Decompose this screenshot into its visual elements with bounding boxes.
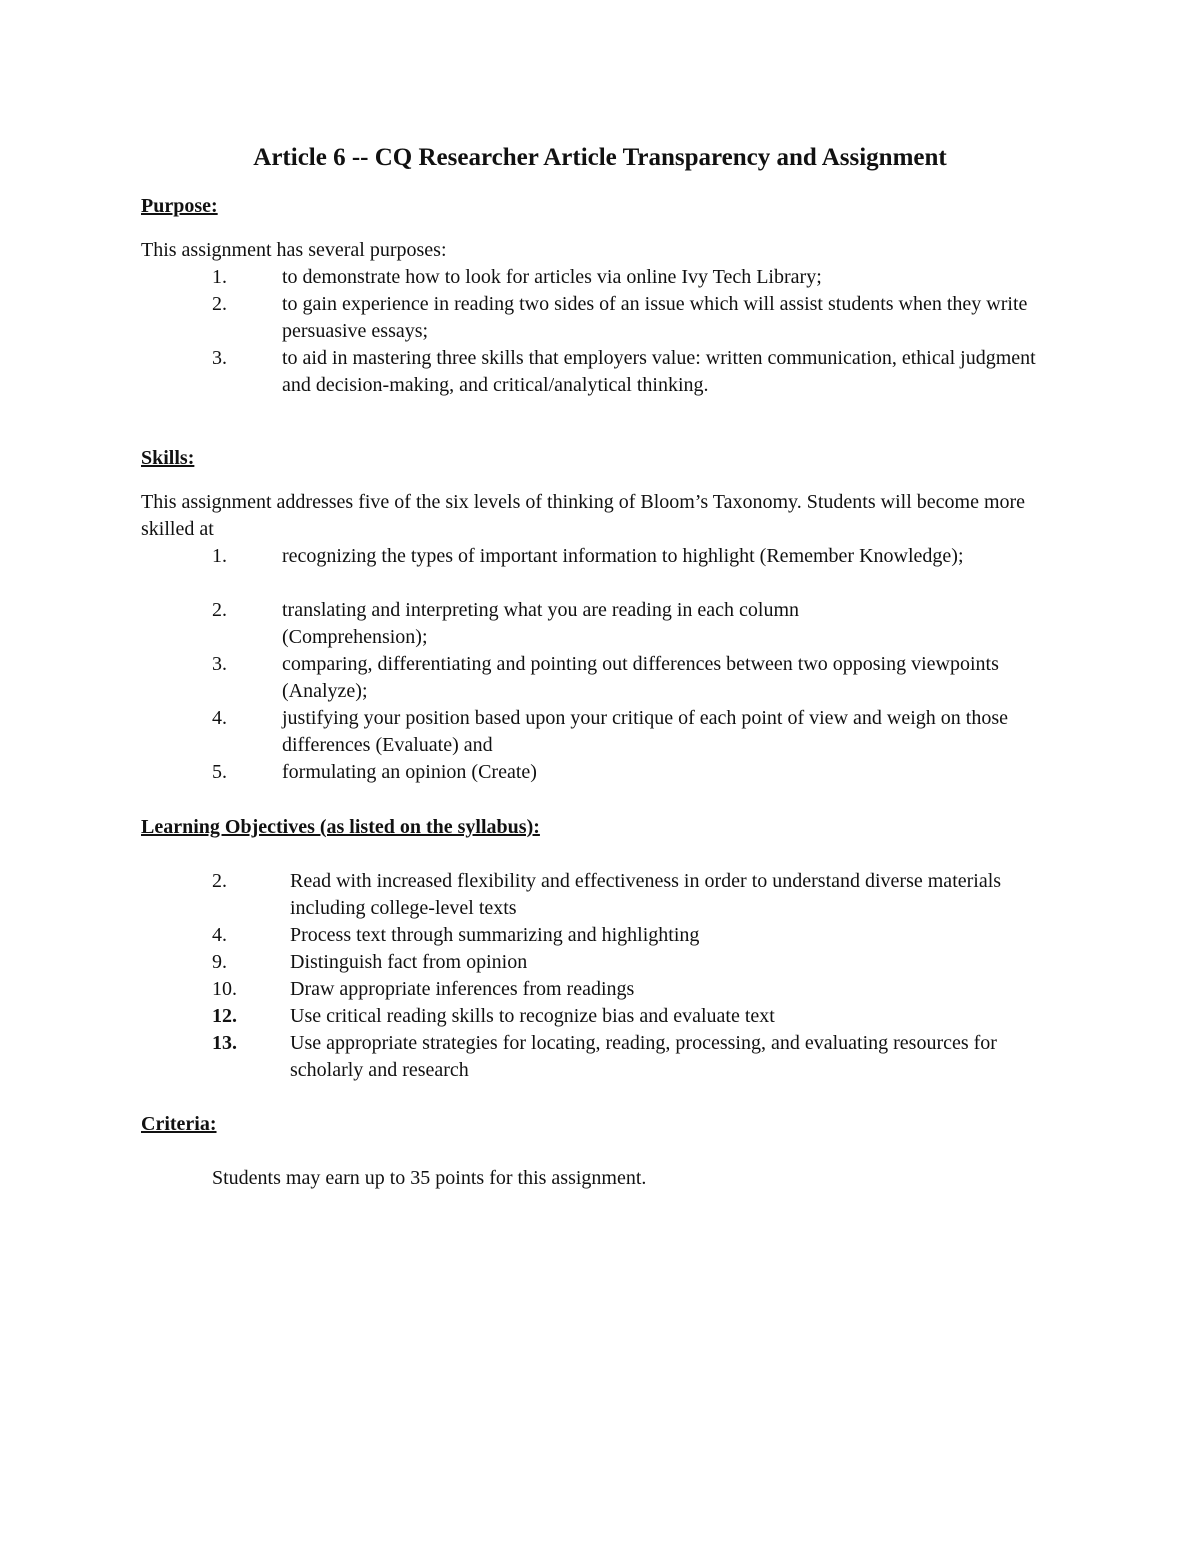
purpose-heading: Purpose: <box>141 195 218 217</box>
skills-item-text: comparing, differentiating and pointing out differences between two opposing viewpoints (Analyze); <box>282 653 999 702</box>
skills-item-number: 2. <box>212 599 227 621</box>
purpose-item-text: to gain experience in reading two sides of an issue which will assist students when they write persuasive essays; <box>282 293 1028 342</box>
purpose-intro: This assignment has several purposes: <box>141 239 447 261</box>
objective-text: Distinguish fact from opinion <box>290 951 528 973</box>
objective-number: 2. <box>212 870 227 892</box>
criteria-heading: Criteria: <box>141 1113 217 1135</box>
page-title: Article 6 -- CQ Researcher Article Transparency and Assignment <box>253 144 947 171</box>
skills-item-number: 5. <box>212 761 227 783</box>
objective-text: Draw appropriate inferences from readings <box>290 978 635 1000</box>
skills-item-number: 4. <box>212 707 227 729</box>
objective-text: Use critical reading skills to recognize bias and evaluate text <box>290 1005 775 1027</box>
skills-item-number: 3. <box>212 653 227 675</box>
objective-number: 13. <box>212 1032 237 1054</box>
objective-text: Use appropriate strategies for locating, reading, processing, and evaluating resources for scholarly and research <box>290 1032 997 1081</box>
objectives-heading: Learning Objectives (as listed on the syllabus): <box>141 816 540 838</box>
purpose-item-text: to aid in mastering three skills that employers value: written communication, ethical judgment and decision-making, and critical/analytical thinking. <box>282 347 1036 396</box>
skills-item-text: translating and interpreting what you are reading in each column (Comprehension); <box>282 599 800 648</box>
skills-intro: This assignment addresses five of the six levels of thinking of Bloom’s Taxonomy. Students will become more skilled at <box>141 491 1026 540</box>
objective-number: 4. <box>212 924 227 946</box>
objective-text: Read with increased flexibility and effectiveness in order to understand diverse materials including college-level texts <box>290 870 1002 919</box>
purpose-item-text: to demonstrate how to look for articles via online Ivy Tech Library; <box>282 266 822 288</box>
skills-item-number: 1. <box>212 545 227 567</box>
objective-number: 12. <box>212 1005 237 1027</box>
skills-heading: Skills: <box>141 447 195 469</box>
objective-text: Process text through summarizing and highlighting <box>290 924 700 946</box>
criteria-text: Students may earn up to 35 points for this assignment. <box>212 1167 647 1189</box>
skills-item-text: formulating an opinion (Create) <box>282 761 537 783</box>
purpose-item-number: 1. <box>212 266 227 288</box>
objective-number: 9. <box>212 951 227 973</box>
purpose-item-number: 3. <box>212 347 227 369</box>
objective-number: 10. <box>212 978 237 1000</box>
skills-item-text: justifying your position based upon your critique of each point of view and weigh on those differences (Evaluate) and <box>282 707 1008 756</box>
skills-item-text: recognizing the types of important information to highlight (Remember Knowledge); <box>282 545 964 567</box>
purpose-item-number: 2. <box>212 293 227 315</box>
